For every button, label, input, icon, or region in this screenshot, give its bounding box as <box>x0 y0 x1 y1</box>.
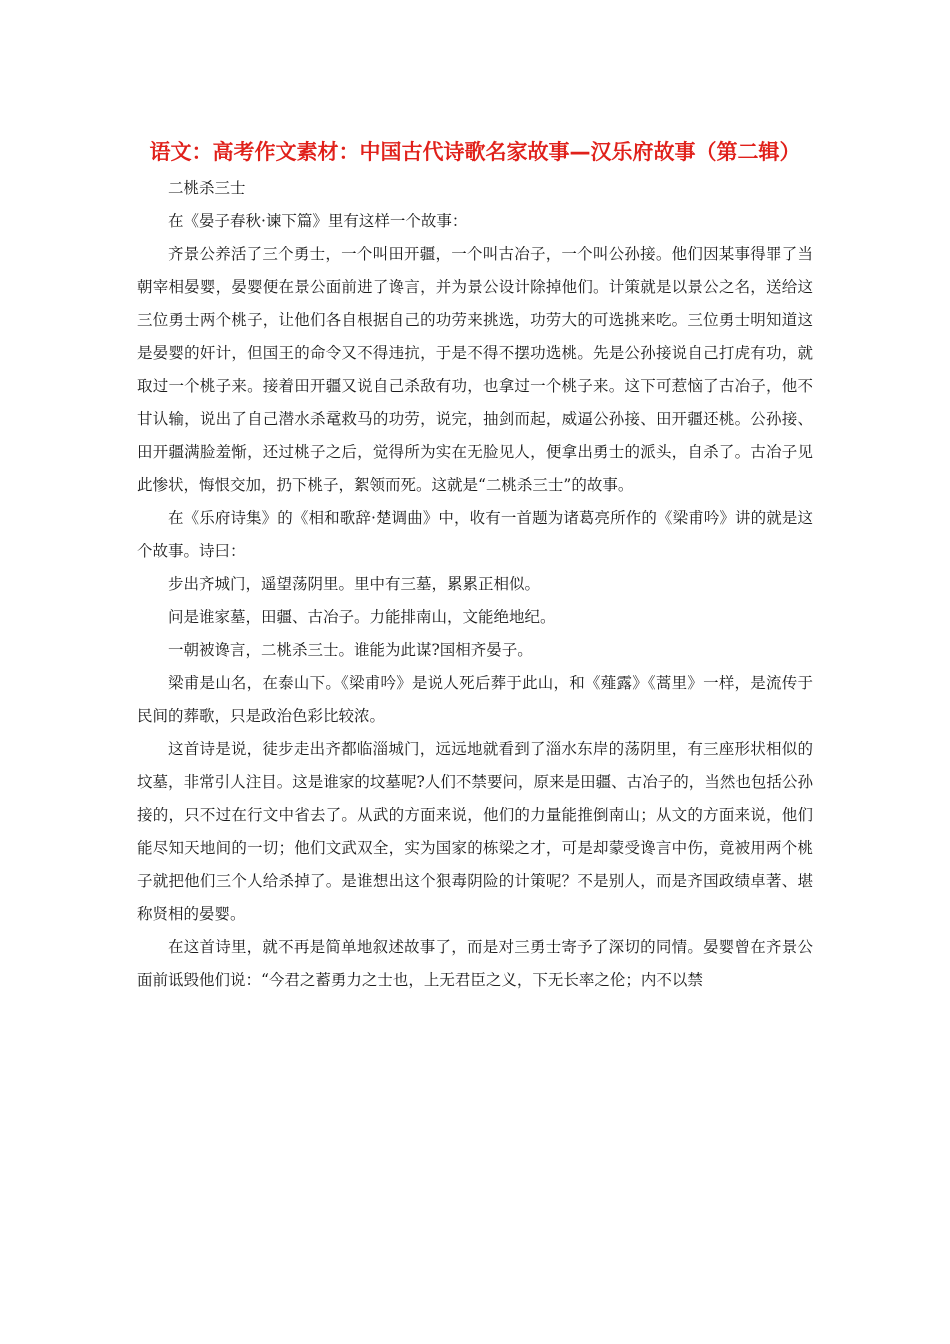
document-body <box>137 172 813 997</box>
paragraph: 在《晏子春秋·谏下篇》里有这样一个故事： <box>168 212 468 230</box>
poem-line: 一朝被谗言，二桃杀三士。谁能为此谋?国相齐晏子。 <box>168 641 533 659</box>
paragraph: 齐景公养活了三个勇士，一个叫田开疆，一个叫古冶子，一个叫公孙接。他们因某事得罪了当朝宰相晏婴，晏婴便在景公面前进了谗言，并为景公设计除掉他们。计策就是以景公之名，送给这三位勇士两个桃子，让他们各自根据自己的功劳来挑选，功劳大的可选挑来吃。三位勇士明知道这是晏婴的奸计，但国王的命令又不得违抗，于是不得不摆功选桃。先是公孙接说自己打虎有功，就取过一个桃子来。接着田开疆又说自己杀敌有功，也拿过一个桃子来。这下可惹恼了古冶子，他不甘认输，说出了自己潜水杀鼋救马的功劳，说完，抽剑而起，威逼公孙接、田开疆还桃。公孙接、田开疆满脸羞惭，还过桃子之后，觉得所为实在无脸见人，便拿出勇士的派头，自杀了。古冶子见此惨状，悔恨交加，扔下桃子，絮领而死。这就是“二桃杀三士”的故事。 <box>137 245 813 494</box>
poem-line: 步出齐城门，遥望荡阴里。里中有三墓，累累正相似。 <box>168 575 541 593</box>
paragraph: 梁甫是山名，在泰山下。《梁甫吟》是说人死后葬于此山，和《薤露》《蒿里》一样，是流传于民间的葬歌，只是政治色彩比较浓。 <box>137 674 813 725</box>
paragraph: 在《乐府诗集》的《相和歌辞·楚调曲》中，收有一首题为诸葛亮所作的《梁甫吟》讲的就是这个故事。诗曰： <box>137 509 813 560</box>
document-title: 语文：高考作文素材：中国古代诗歌名家故事—汉乐府故事（第二辑） <box>149 140 801 165</box>
paragraph: 这首诗是说，徒步走出齐都临淄城门，远远地就看到了淄水东岸的荡阴里，有三座形状相似的坟墓，非常引人注目。这是谁家的坟墓呢?人们不禁要问，原来是田疆、古冶子的，当然也包括公孙接的，只不过在行文中省去了。从武的方面来说，他们的力量能推倒南山；从文的方面来说，他们能尽知天地间的一切；他们文武双全，实为国家的栋梁之才，可是却蒙受谗言中伤，竟被用两个桃子就把他们三个人给杀掉了。是谁想出这个狠毒阴险的计策呢？不是别人，而是齐国政绩卓著、堪称贤相的晏婴。 <box>137 740 813 923</box>
paragraph: 在这首诗里，就不再是简单地叙述故事了，而是对三勇士寄予了深切的同情。晏婴曾在齐景公面前诋毁他们说：“今君之蓄勇力之士也，上无君臣之义，下无长率之伦；内不以禁 <box>137 938 813 989</box>
poem-line: 问是谁家墓，田疆、古冶子。力能排南山，文能绝地纪。 <box>168 608 556 626</box>
section-heading: 二桃杀三士 <box>168 179 246 197</box>
